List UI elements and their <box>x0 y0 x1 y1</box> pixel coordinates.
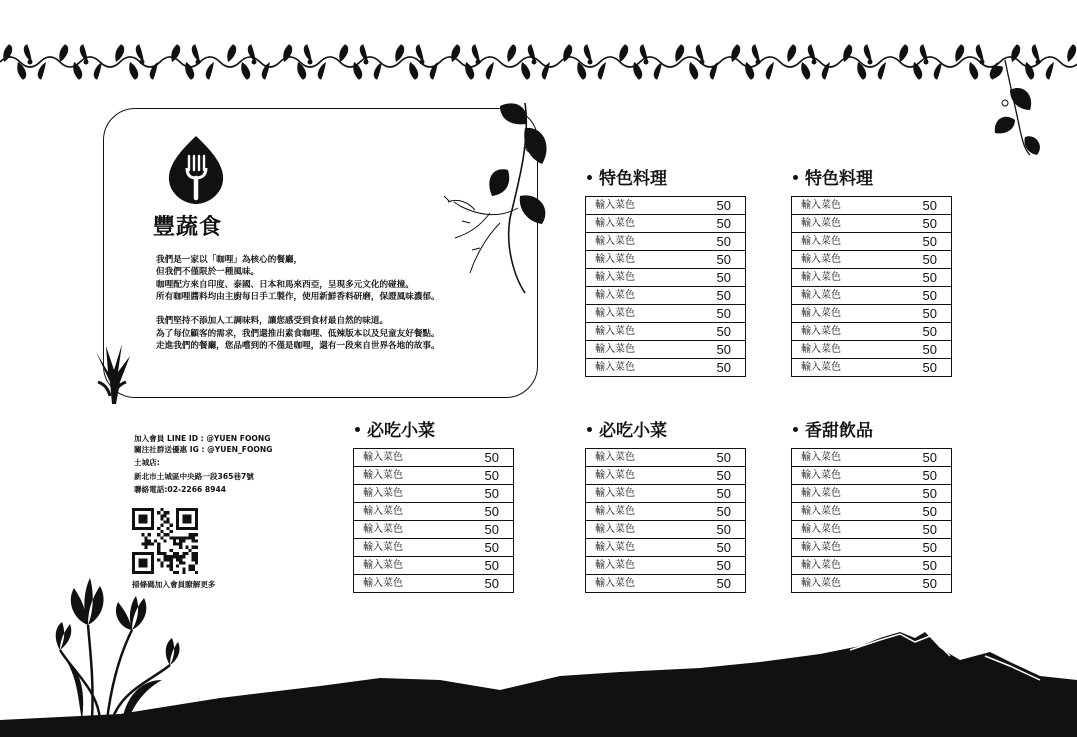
dish-price: 50 <box>922 360 937 375</box>
dish-name: 輸入菜色 <box>792 197 893 215</box>
menu-table <box>353 448 514 593</box>
dish-name: 輸入菜色 <box>792 233 893 251</box>
menu-item-row <box>354 539 514 557</box>
dish-price: 50 <box>716 576 731 591</box>
menu-item-row <box>586 467 746 485</box>
bullet-dot-icon <box>587 427 592 432</box>
bullet-dot-icon <box>793 175 798 180</box>
dish-name: 輸入菜色 <box>792 449 893 467</box>
intro-line: 所有咖哩醬料均由主廚每日手工製作，使用新鮮香料研磨，保證風味濃郁。 <box>156 291 440 302</box>
dish-price: 50 <box>892 557 951 575</box>
section-title-text: 必吃小菜 <box>599 421 667 441</box>
menu-item-row <box>792 503 952 521</box>
dish-name: 輸入菜色 <box>792 305 893 323</box>
menu-item-row <box>354 575 514 593</box>
menu-item-row <box>792 539 952 557</box>
instagram-handle: 關注社群送優惠 IG : @YUEN_FOONG <box>134 444 273 454</box>
intro-line: 我們是一家以「咖哩」為核心的餐廳， <box>156 255 303 265</box>
dish-price: 50 <box>454 521 513 539</box>
dish-price: 50 <box>892 521 951 539</box>
dish-name: 輸入菜色 <box>354 539 455 557</box>
menu-item-row <box>354 485 514 503</box>
dish-name: 輸入菜色 <box>586 341 687 359</box>
leaf-vine-border <box>0 38 1077 82</box>
dish-price: 50 <box>686 305 745 323</box>
dish-price: 50 <box>686 485 745 503</box>
dish-price: 50 <box>892 305 951 323</box>
dish-name: 輸入菜色 <box>792 341 893 359</box>
dish-price: 50 <box>686 233 745 251</box>
menu-item-row <box>586 557 746 575</box>
bullet-dot-icon <box>793 427 798 432</box>
menu-item-row <box>586 233 746 251</box>
dish-price: 50 <box>686 251 745 269</box>
dish-price: 50 <box>892 539 951 557</box>
dish-price: 50 <box>686 503 745 521</box>
intro-line: 為了每位顧客的需求，我們還推出素食咖哩、低辣版本以及兒童友好餐點。 <box>156 328 440 339</box>
dish-name: 輸入菜色 <box>801 578 841 589</box>
menu-item-row <box>792 197 952 215</box>
brand-name: 豐蔬食 <box>153 214 223 240</box>
menu-item-row <box>792 521 952 539</box>
dish-name: 輸入菜色 <box>586 503 687 521</box>
dish-name: 輸入菜色 <box>586 197 687 215</box>
dish-name: 輸入菜色 <box>595 362 635 373</box>
dish-name: 輸入菜色 <box>792 467 893 485</box>
menu-item-row <box>354 557 514 575</box>
dish-name: 輸入菜色 <box>792 503 893 521</box>
dish-name: 輸入菜色 <box>586 323 687 341</box>
intro-paragraph <box>156 315 516 352</box>
menu-item-row <box>586 449 746 467</box>
dish-price: 50 <box>686 215 745 233</box>
dish-name: 輸入菜色 <box>792 557 893 575</box>
dish-name: 輸入菜色 <box>792 215 893 233</box>
section-title-text: 特色料理 <box>599 169 667 189</box>
dish-price: 50 <box>454 539 513 557</box>
menu-item-row <box>586 269 746 287</box>
mountain-silhouette <box>0 628 1077 737</box>
dish-name: 輸入菜色 <box>586 539 687 557</box>
dish-price: 50 <box>454 485 513 503</box>
menu-section <box>585 420 746 593</box>
menu-item-row <box>354 467 514 485</box>
dish-price: 50 <box>892 233 951 251</box>
phone-number: 聯絡電話:02-2266 8944 <box>134 485 227 494</box>
dish-name: 輸入菜色 <box>586 485 687 503</box>
dish-price: 50 <box>892 323 951 341</box>
contact-info <box>134 432 272 497</box>
section-title <box>791 420 952 442</box>
dish-name: 輸入菜色 <box>354 467 455 485</box>
menu-item-row <box>354 449 514 467</box>
dish-name: 輸入菜色 <box>363 578 403 589</box>
branch-name: 土城店: <box>134 458 160 467</box>
dish-price: 50 <box>454 557 513 575</box>
menu-item-row <box>792 449 952 467</box>
dish-price: 50 <box>892 467 951 485</box>
menu-table <box>585 196 746 377</box>
dish-name: 輸入菜色 <box>586 305 687 323</box>
dish-name: 輸入菜色 <box>586 251 687 269</box>
menu-item-row <box>792 323 952 341</box>
dish-price: 50 <box>892 341 951 359</box>
dish-price: 50 <box>686 467 745 485</box>
section-title <box>585 168 746 190</box>
dish-name: 輸入菜色 <box>792 521 893 539</box>
dish-price: 50 <box>686 521 745 539</box>
line-id: 加入會員 LINE ID : @YUEN FOONG <box>134 434 271 443</box>
menu-item-row <box>586 539 746 557</box>
menu-item-row <box>586 305 746 323</box>
menu-item-row <box>792 557 952 575</box>
menu-section <box>791 168 952 377</box>
dish-name: 輸入菜色 <box>586 467 687 485</box>
intro-line: 我們堅持不添加人工調味料，讓您感受到食材最自然的味道。 <box>156 316 389 327</box>
intro-line: 走進我們的餐廳，您品嚐到的不僅是咖哩，還有一段來自世界各地的故事。 <box>156 341 440 352</box>
menu-item-row <box>586 575 746 593</box>
menu-item-row <box>792 251 952 269</box>
menu-item-row <box>586 251 746 269</box>
dish-price: 50 <box>892 287 951 305</box>
dish-price: 50 <box>686 269 745 287</box>
menu-item-row <box>586 521 746 539</box>
qr-caption: 掃條碼加入會員瞭解更多 <box>132 580 216 589</box>
menu-item-row <box>586 287 746 305</box>
dish-price: 50 <box>686 287 745 305</box>
dish-price: 50 <box>686 197 745 215</box>
menu-item-row <box>792 269 952 287</box>
section-title-text: 特色料理 <box>805 169 873 189</box>
menu-item-row <box>354 521 514 539</box>
dish-price: 50 <box>892 485 951 503</box>
bullet-dot-icon <box>587 175 592 180</box>
dish-price: 50 <box>686 341 745 359</box>
dish-name: 輸入菜色 <box>586 233 687 251</box>
menu-item-row <box>586 323 746 341</box>
dish-price: 50 <box>454 467 513 485</box>
section-title-text: 香甜飲品 <box>805 421 873 441</box>
branch-address: 新北市土城區中央路一段365巷7號 <box>134 471 254 481</box>
dish-price: 50 <box>686 449 745 467</box>
dish-name: 輸入菜色 <box>595 578 635 589</box>
dish-name: 輸入菜色 <box>354 557 455 575</box>
dish-price: 50 <box>454 503 513 521</box>
menu-item-row <box>792 305 952 323</box>
dish-name: 輸入菜色 <box>792 251 893 269</box>
dish-name: 輸入菜色 <box>354 503 455 521</box>
menu-table <box>791 196 952 377</box>
plant-illustration <box>92 342 132 404</box>
dish-name: 輸入菜色 <box>354 521 455 539</box>
menu-item-row <box>792 287 952 305</box>
bullet-dot-icon <box>355 427 360 432</box>
section-title <box>791 168 952 190</box>
hanging-leaves-illustration <box>985 55 1045 160</box>
dish-name: 輸入菜色 <box>586 269 687 287</box>
section-title <box>353 420 514 442</box>
dish-name: 輸入菜色 <box>586 521 687 539</box>
dish-price: 50 <box>716 360 731 375</box>
dish-price: 50 <box>686 323 745 341</box>
menu-item-row <box>586 197 746 215</box>
dish-price: 50 <box>686 539 745 557</box>
dish-name: 輸入菜色 <box>586 215 687 233</box>
menu-section <box>353 420 514 593</box>
menu-item-row <box>354 503 514 521</box>
menu-item-row <box>586 359 746 377</box>
dish-name: 輸入菜色 <box>586 449 687 467</box>
intro-line: 但我們不僅限於一種風味。 <box>156 267 260 278</box>
dish-name: 輸入菜色 <box>586 557 687 575</box>
dish-price: 50 <box>686 557 745 575</box>
dish-name: 輸入菜色 <box>792 269 893 287</box>
dish-name: 輸入菜色 <box>801 362 841 373</box>
section-title-text: 必吃小菜 <box>367 421 435 441</box>
dish-price: 50 <box>922 576 937 591</box>
menu-table <box>585 448 746 593</box>
menu-item-row <box>586 341 746 359</box>
menu-item-row <box>792 485 952 503</box>
menu-item-row <box>792 341 952 359</box>
dish-price: 50 <box>484 576 499 591</box>
dish-name: 輸入菜色 <box>792 539 893 557</box>
menu-section <box>585 168 746 377</box>
menu-section <box>791 420 952 593</box>
intro-text <box>156 254 516 365</box>
dish-name: 輸入菜色 <box>792 287 893 305</box>
menu-item-row <box>586 485 746 503</box>
dish-name: 輸入菜色 <box>354 485 455 503</box>
dish-price: 50 <box>892 449 951 467</box>
dish-price: 50 <box>454 449 513 467</box>
dish-name: 輸入菜色 <box>354 449 455 467</box>
menu-item-row <box>792 359 952 377</box>
fork-leaf-logo-icon <box>163 134 229 204</box>
section-title <box>585 420 746 442</box>
intro-paragraph <box>156 254 516 303</box>
qr-code-icon[interactable] <box>132 508 198 574</box>
menu-item-row <box>586 215 746 233</box>
dish-price: 50 <box>892 215 951 233</box>
dish-name: 輸入菜色 <box>586 287 687 305</box>
dish-name: 輸入菜色 <box>792 323 893 341</box>
menu-item-row <box>792 575 952 593</box>
dish-name: 輸入菜色 <box>792 485 893 503</box>
dish-price: 50 <box>892 197 951 215</box>
menu-item-row <box>792 215 952 233</box>
menu-item-row <box>586 503 746 521</box>
dish-price: 50 <box>892 503 951 521</box>
dish-price: 50 <box>892 269 951 287</box>
menu-item-row <box>792 467 952 485</box>
menu-table <box>791 448 952 593</box>
menu-item-row <box>792 233 952 251</box>
intro-line: 咖哩配方來自印度、泰國、日本和馬來西亞，呈現多元文化的碰撞。 <box>156 279 414 290</box>
dish-price: 50 <box>892 251 951 269</box>
